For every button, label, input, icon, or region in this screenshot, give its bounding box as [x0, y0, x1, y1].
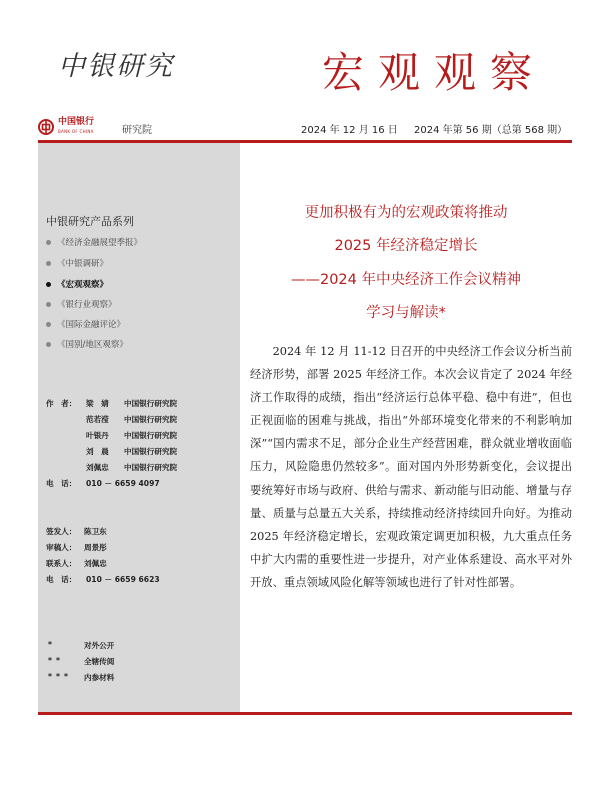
bank-of-china-emblem-icon [38, 119, 54, 135]
bullet-icon [46, 302, 51, 307]
author-org: 中国银行研究院 [124, 415, 178, 424]
brand-logo: 中银研究 [58, 51, 174, 82]
author-org: 中国银行研究院 [124, 431, 178, 440]
body-paragraph: 2024 年 12 月 11-12 日召开的中央经济工作会议分析当前经济形势，部署 2025 年经济工作。本次会议肯定了 2024 年经济工作取得的成绩，指出“经济运行总体平稳、稳中有进”，但也正视面临的困难与挑战，指出“外部环境变化带来的不利影响加深”“国内需求不足，部分企业生产经营困难，群众就业增收面临压力，风险隐患仍然较多”。面对国内外形势新变化，会议提出要统筹好市场与政府、供给与需求、新动能与旧动能、增量与存量、质量与总量五大关系，持续推动经济持续回升向好。为推动 2025 年经济稳定增长，宏观政策定调更加积极，九大重点任务中扩大内需的重要性进一步提升，对产业体系建设、高水平对外开放、重点领域风险化解等领域也进行了针对性部署。 [250, 345, 572, 589]
issue-date: 2024 年 12 月 16 日 [301, 125, 398, 136]
bullet-icon [46, 261, 51, 266]
bullet-icon [46, 240, 51, 245]
author-org: 中国银行研究院 [124, 399, 178, 408]
author-name: 刘佩忠 [86, 463, 109, 472]
reviewer-label: 审稿人： [46, 543, 77, 552]
contact-phone-label: 电 话： [46, 575, 77, 584]
contact-name: 刘佩忠 [84, 559, 107, 568]
phone-number: 010 － 6659 4097 [86, 479, 160, 488]
bank-name: 中国银行 [58, 117, 95, 127]
series-item: 《银行业观察》 [46, 298, 117, 310]
bullet-icon [46, 322, 51, 327]
distribution-stars: * [48, 640, 56, 649]
headline-line: 学习与解读* [366, 305, 446, 321]
reviewer-name: 周景彤 [84, 543, 107, 552]
bank-name-en: BANK OF CHINA [58, 129, 94, 134]
author-org: 中国银行研究院 [124, 463, 178, 472]
publication-title: 宏观观察 [322, 48, 547, 97]
author-name: 范若滢 [86, 415, 109, 424]
distribution-stars: *** [48, 672, 72, 681]
bullet-icon [46, 282, 51, 287]
distribution-label: 内参材料 [84, 673, 115, 682]
series-item: 《国际金融评论》 [46, 318, 125, 330]
headline-line: 更加积极有为的宏观政策将推动 [304, 205, 508, 221]
contact-label: 联系人： [46, 559, 77, 568]
series-item: 《经济金融展望季报》 [46, 236, 142, 248]
signer-name: 陈卫东 [84, 527, 107, 536]
series-item: 《中银调研》 [46, 257, 108, 269]
bank-logo [38, 118, 94, 136]
distribution-label: 对外公开 [84, 641, 115, 650]
contact-phone-number: 010 － 6659 6623 [86, 575, 160, 584]
authors-label: 作 者： [46, 399, 77, 408]
author-org: 中国银行研究院 [124, 447, 178, 456]
distribution-label: 全辖传阅 [84, 657, 115, 666]
author-name: 刘 晨 [86, 447, 109, 456]
issue-number: 2024 年第 56 期（总第 568 期） [414, 125, 568, 136]
series-heading: 中银研究产品系列 [46, 215, 134, 228]
headline-line: ——2024 年中央经济工作会议精神 [290, 272, 521, 288]
bullet-icon [46, 342, 51, 347]
series-item-current: 《宏观观察》 [46, 278, 108, 290]
distribution-stars: ** [48, 656, 64, 665]
phone-label: 电 话： [46, 479, 77, 488]
author-name: 叶银丹 [86, 431, 109, 440]
institute-name: 研究院 [122, 125, 152, 136]
headline-line: 2025 年经济稳定增长 [334, 238, 478, 254]
series-item: 《国别/地区观察》 [46, 338, 128, 350]
signer-label: 签发人： [46, 527, 77, 536]
footer-divider [38, 712, 572, 715]
author-name: 梁 婧 [86, 399, 109, 408]
